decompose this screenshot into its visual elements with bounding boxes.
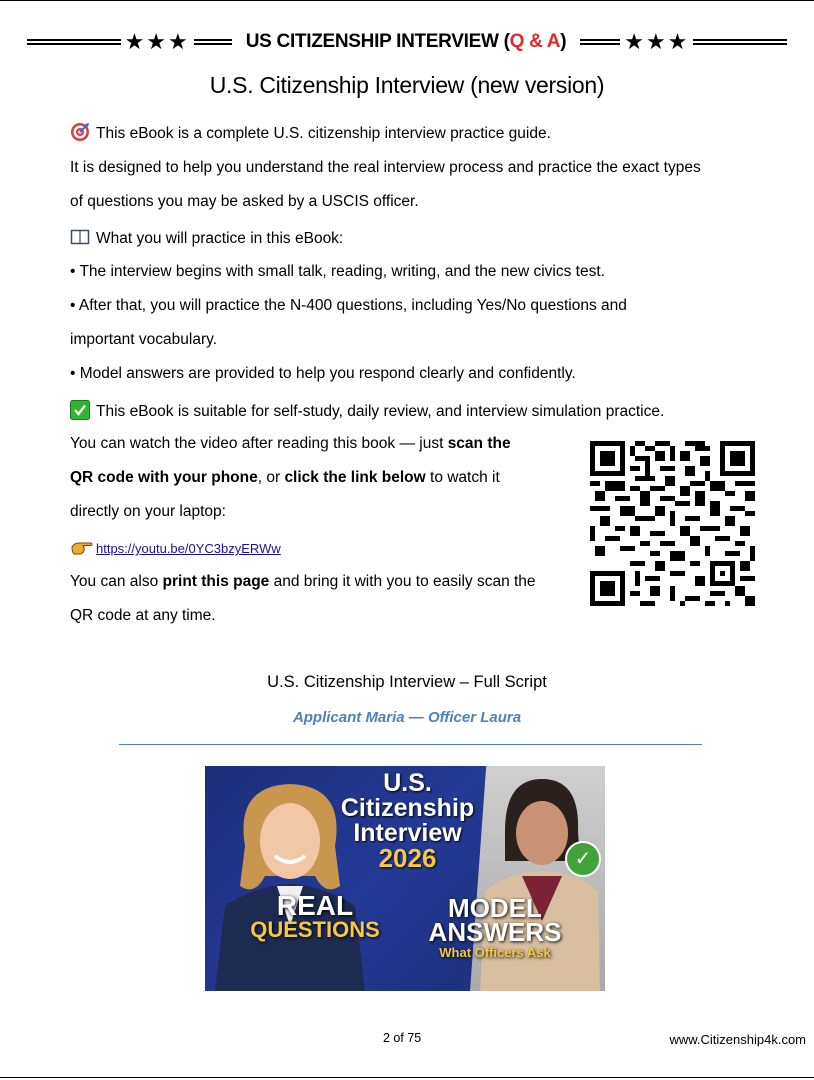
video-line-1: You can watch the video after reading this book — just scan the — [70, 435, 511, 452]
video-line-3: directly on your laptop: — [70, 503, 226, 520]
double-rule-left-short — [194, 39, 232, 45]
target-icon — [70, 122, 90, 142]
page-title: U.S. Citizenship Interview (new version) — [209, 72, 605, 98]
pointing-hand-icon — [70, 537, 94, 557]
double-rule-left — [27, 39, 121, 45]
thumbnail-model-answers: MODEL ANSWERS What Officers Ask — [428, 893, 562, 960]
suitable-line: This eBook is suitable for self-study, daily review, and interview simulation practice. — [70, 400, 664, 422]
page-bottom-border — [0, 1077, 814, 1078]
double-rule-right-short — [580, 39, 620, 45]
script-subtitle: Applicant Maria — Officer Laura — [292, 709, 522, 726]
practice-heading: What you will practice in this eBook: — [70, 227, 343, 249]
intro-line-2: It is designed to help you understand the real interview process and practice the exact types — [70, 159, 701, 176]
header-banner — [0, 28, 814, 56]
print-line-2: QR code at any time. — [70, 607, 216, 624]
qr-code[interactable] — [590, 441, 755, 606]
open-book-icon — [70, 227, 90, 247]
check-box-icon — [70, 400, 90, 420]
bullet-2-cont: important vocabulary. — [70, 331, 218, 348]
video-thumbnail[interactable] — [205, 766, 605, 991]
video-line-2: QR code with your phone, or click the link below to watch it — [70, 469, 500, 486]
banner-title: US CITIZENSHIP INTERVIEW (Q & A) — [245, 31, 567, 52]
video-link[interactable]: https://youtu.be/0YC3bzyERWw — [96, 541, 281, 556]
green-check-icon: ✓ — [565, 841, 601, 877]
script-title: U.S. Citizenship Interview – Full Script — [267, 673, 547, 691]
page-number: 2 of 75 — [383, 1031, 422, 1045]
double-rule-right — [693, 39, 787, 45]
stars-right-icon: ★★★ — [624, 29, 690, 54]
thumbnail-title: U.S. Citizenship Interview 2026 — [340, 769, 475, 873]
intro-line-1: This eBook is a complete U.S. citizenship interview practice guide. — [70, 122, 551, 144]
banner-title-highlight: Q & A — [509, 31, 561, 52]
page-top-border — [0, 0, 814, 1]
thumbnail-real-questions: REAL QUESTIONS — [250, 890, 380, 942]
bullet-1: • The interview begins with small talk, reading, writing, and the new civics test. — [70, 263, 605, 280]
stars-left-icon: ★★★ — [124, 29, 190, 54]
bullet-3: • Model answers are provided to help you respond clearly and confidently. — [70, 365, 576, 382]
bullet-2: • After that, you will practice the N-400 questions, including Yes/No questions and — [70, 297, 627, 314]
intro-line-3: of questions you may be asked by a USCIS officer. — [70, 193, 419, 210]
print-line: You can also print this page and bring it with you to easily scan the — [70, 573, 536, 590]
horizontal-rule — [119, 744, 702, 745]
footer-website: www.Citizenship4k.com — [669, 1032, 806, 1047]
video-link-line — [70, 537, 281, 559]
